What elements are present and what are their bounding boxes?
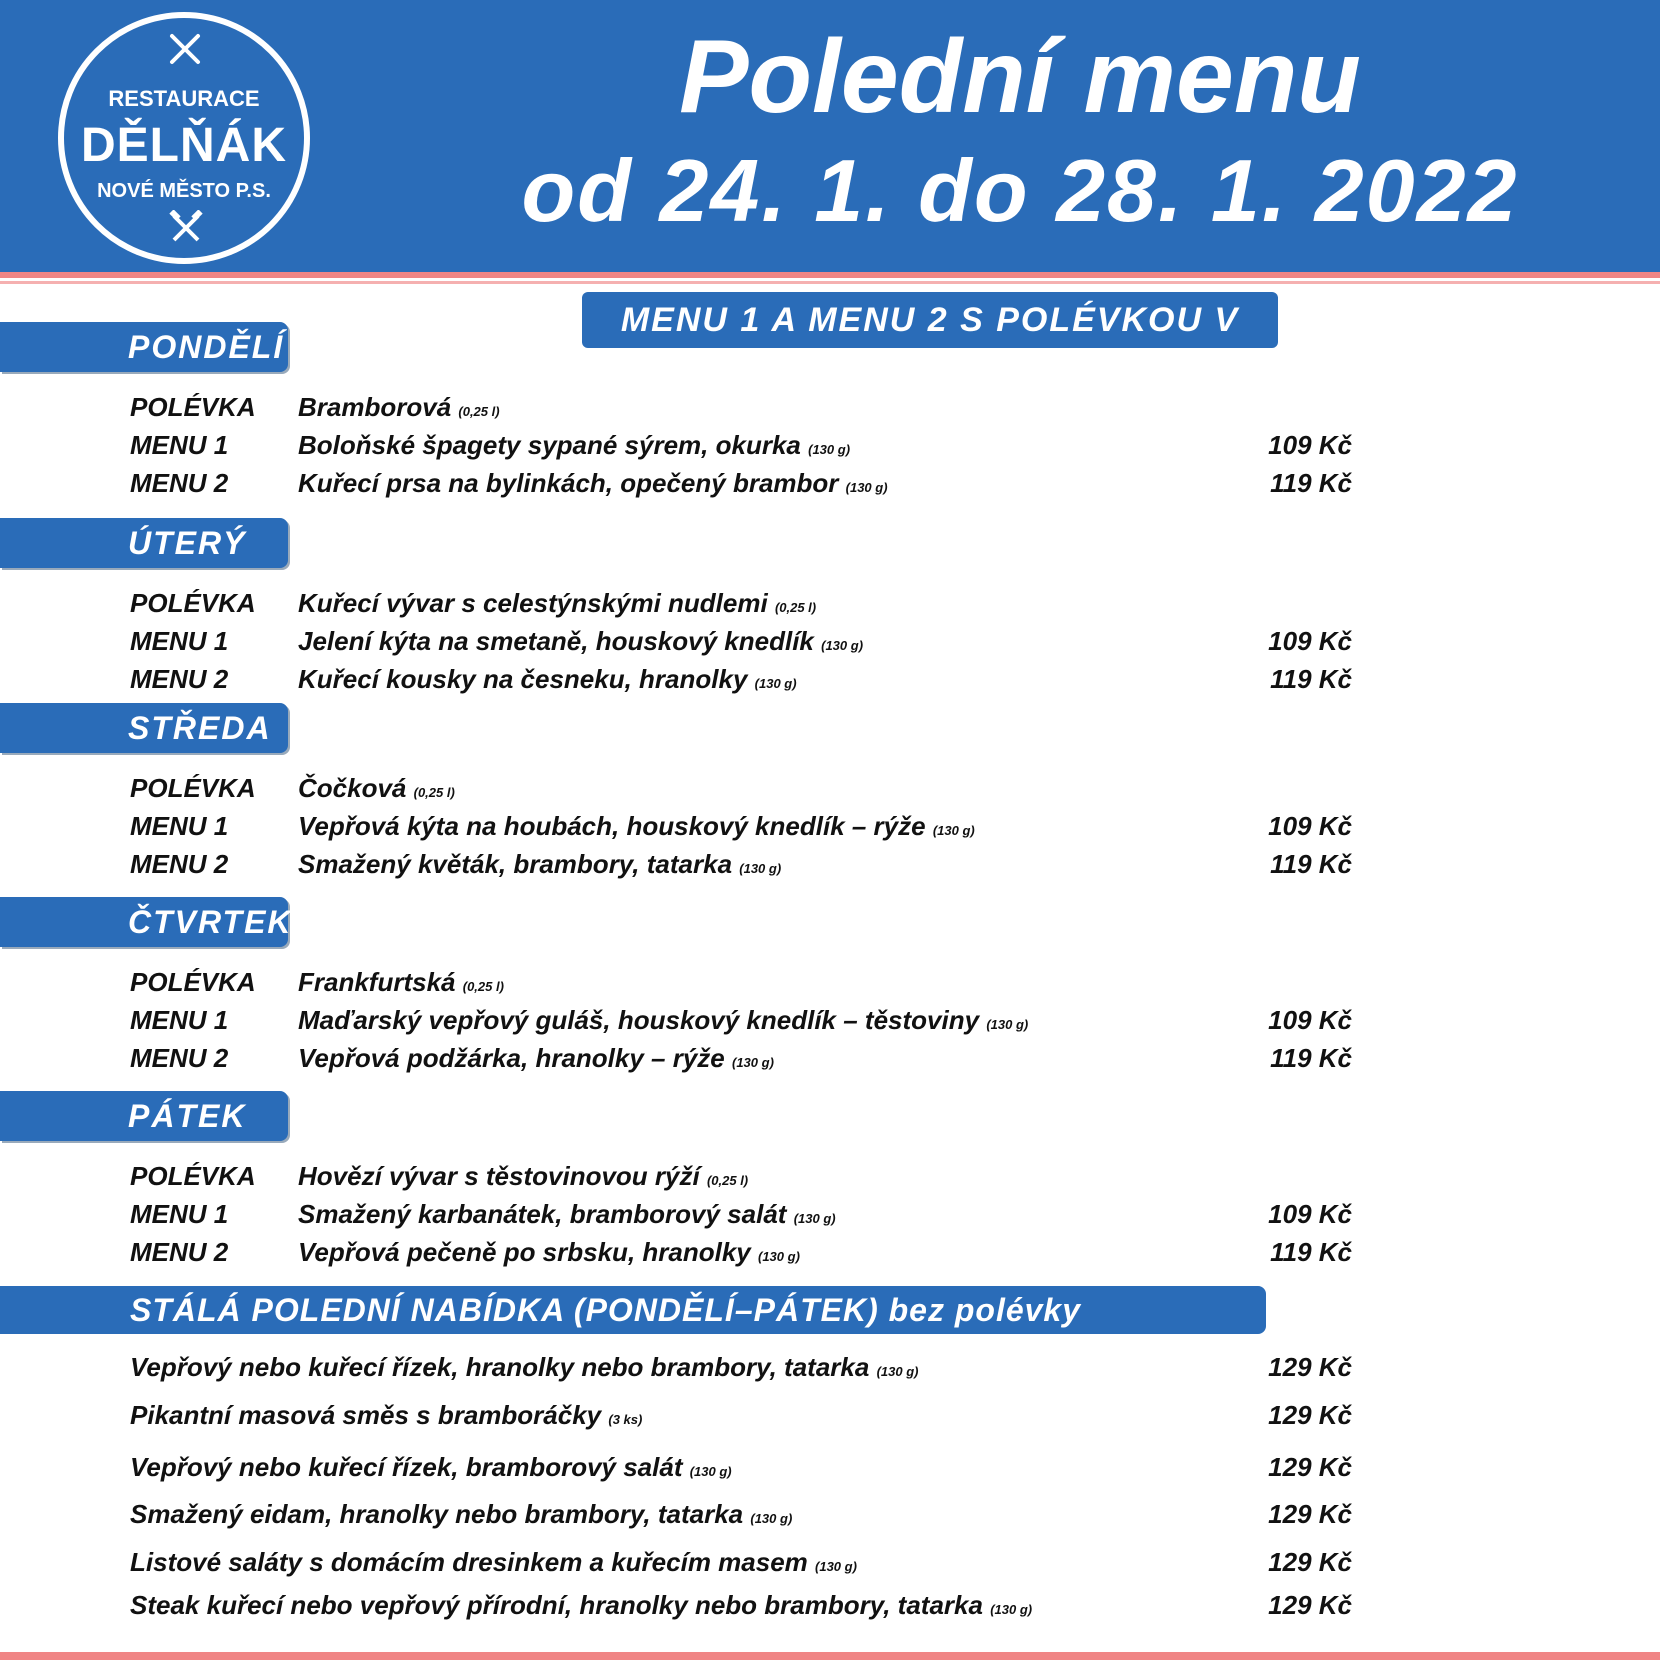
dish-quantity: (130 g) [821, 638, 864, 653]
standing-row [0, 1452, 1660, 1488]
header-divider [0, 272, 1660, 278]
dish-price: 129 Kč [1268, 1452, 1352, 1482]
menu-row [0, 967, 1660, 1003]
standing-row [0, 1499, 1660, 1535]
dish-quantity: (130 g) [876, 1364, 919, 1379]
menu-row [0, 849, 1660, 885]
dish-name [298, 849, 781, 880]
dish-quantity: (130 g) [739, 861, 782, 876]
menu-row [0, 1161, 1660, 1197]
menu-row [0, 430, 1660, 466]
header [0, 0, 1660, 272]
dish-name [298, 392, 500, 423]
logo-line-1: RESTAURACE [108, 86, 260, 111]
dish-text: Smažený květák, brambory, tatarka [298, 849, 733, 879]
menu-label: MENU 2 [130, 1237, 229, 1267]
dish-name [298, 468, 888, 499]
dish-text: Kuřecí kousky na česneku, hranolky [298, 664, 748, 694]
dish-quantity: (130 g) [808, 442, 851, 457]
header-divider-light [0, 281, 1660, 284]
standing-row [0, 1547, 1660, 1583]
dish-price: 119 Kč [1270, 468, 1352, 498]
soup-included-banner: MENU 1 A MENU 2 S POLÉVKOU V CENĚ [582, 292, 1278, 348]
menu-label: MENU 2 [130, 468, 229, 498]
day-header: PÁTEK [0, 1091, 288, 1141]
dish-name [298, 1043, 774, 1074]
dish-quantity: (130 g) [793, 1211, 836, 1226]
menu-label: POLÉVKA [130, 773, 256, 803]
dish-name [130, 1452, 732, 1483]
dish-name [298, 811, 975, 842]
standing-row [0, 1352, 1660, 1388]
standing-row [0, 1590, 1660, 1626]
dish-text: Hovězí vývar s těstovinovou rýží [298, 1161, 700, 1191]
dish-price: 119 Kč [1270, 849, 1352, 879]
dish-quantity: (130 g) [750, 1511, 793, 1526]
dish-quantity: (130 g) [845, 480, 888, 495]
dish-text: Kuřecí prsa na bylinkách, opečený brambor [298, 468, 839, 498]
dish-name [130, 1547, 857, 1578]
dish-text: Maďarský vepřový guláš, houskový knedlík – těstoviny [298, 1005, 980, 1035]
dish-name [130, 1352, 918, 1383]
dish-quantity: (0,25 l) [462, 979, 504, 994]
dish-name [298, 967, 504, 998]
dish-name [298, 773, 455, 804]
dish-quantity: (130 g) [990, 1602, 1033, 1617]
menu-row [0, 392, 1660, 428]
dish-quantity: (0,25 l) [774, 600, 817, 615]
dish-price: 109 Kč [1268, 430, 1352, 460]
menu-label: POLÉVKA [130, 1161, 256, 1191]
menu-label: MENU 2 [130, 664, 229, 694]
dish-text: Jelení kýta na smetaně, houskový knedlík [298, 626, 814, 656]
dish-quantity: (130 g) [758, 1249, 800, 1264]
dish-price: 129 Kč [1268, 1499, 1352, 1529]
dish-price: 109 Kč [1268, 1199, 1352, 1229]
day-header: STŘEDA [0, 703, 288, 753]
dish-text: Vepřový nebo kuřecí řízek, hranolky nebo brambory, tatarka [130, 1352, 870, 1382]
menu-label: MENU 1 [130, 1005, 229, 1035]
dish-name [130, 1590, 1032, 1621]
dish-quantity: (0,25 l) [413, 785, 455, 800]
dish-name [130, 1400, 642, 1431]
dish-text: Frankfurtská [298, 967, 456, 997]
dish-text: Boloňské špagety sypané sýrem, okurka [298, 430, 801, 460]
menu-label: MENU 1 [130, 626, 229, 656]
menu-label: POLÉVKA [130, 392, 256, 422]
dish-text: Vepřová kýta na houbách, houskový knedlík – rýže [298, 811, 926, 841]
dish-name [298, 1005, 1028, 1036]
dish-name [130, 1499, 792, 1530]
dish-name [298, 430, 850, 461]
dish-text: Pikantní masová směs s bramboráčky [130, 1400, 602, 1430]
dish-quantity: (130 g) [986, 1017, 1029, 1032]
dish-text: Čočková [298, 773, 407, 803]
dish-text: Smažený karbanátek, bramborový salát [298, 1199, 787, 1229]
dish-name [298, 1161, 748, 1192]
menu-row [0, 1043, 1660, 1079]
dish-name [298, 1237, 800, 1268]
date-range: od 24. 1. do 28. 1. 2022 [521, 141, 1519, 240]
dish-price: 129 Kč [1268, 1352, 1352, 1382]
menu-label: POLÉVKA [130, 967, 256, 997]
menu-row [0, 1199, 1660, 1235]
menu-label: MENU 2 [130, 849, 229, 879]
fork-knife-icon [168, 32, 202, 66]
dish-quantity: (130 g) [732, 1055, 774, 1070]
dish-name [298, 664, 797, 695]
dish-quantity: (0,25 l) [706, 1173, 749, 1188]
menu-row [0, 1237, 1660, 1273]
menu-label: MENU 1 [130, 811, 229, 841]
dish-text: Smažený eidam, hranolky nebo brambory, tatarka [130, 1499, 744, 1529]
menu-row [0, 588, 1660, 624]
dish-quantity: (3 ks) [608, 1412, 643, 1427]
restaurant-logo [58, 12, 310, 264]
dish-price: 109 Kč [1268, 811, 1352, 841]
day-header: ÚTERÝ [0, 518, 288, 568]
logo-line-3: NOVÉ MĚSTO P.S. [97, 180, 271, 202]
crossed-hammers-icon [168, 210, 204, 246]
dish-price: 129 Kč [1268, 1590, 1352, 1620]
dish-text: Kuřecí vývar s celestýnskými nudlemi [298, 588, 768, 618]
dish-price: 119 Kč [1270, 1237, 1352, 1267]
dish-text: Vepřový nebo kuřecí řízek, bramborový salát [130, 1452, 683, 1482]
dish-price: 129 Kč [1268, 1547, 1352, 1577]
dish-price: 119 Kč [1270, 1043, 1352, 1073]
dish-price: 119 Kč [1270, 664, 1352, 694]
dish-quantity: (130 g) [815, 1559, 857, 1574]
dish-price: 109 Kč [1268, 626, 1352, 656]
standing-row [0, 1400, 1660, 1436]
day-header: PONDĚLÍ [0, 322, 288, 372]
day-header: ČTVRTEK [0, 897, 288, 947]
menu-row [0, 811, 1660, 847]
dish-name [298, 626, 863, 657]
menu-row [0, 773, 1660, 809]
dish-text: Steak kuřecí nebo vepřový přírodní, hranolky nebo brambory, tatarka [130, 1590, 983, 1620]
footer-divider [0, 1652, 1660, 1660]
menu-label: MENU 2 [130, 1043, 229, 1073]
dish-name [298, 588, 816, 619]
dish-quantity: (130 g) [689, 1464, 732, 1479]
menu-row [0, 664, 1660, 700]
menu-row [0, 468, 1660, 504]
menu-label: MENU 1 [130, 1199, 229, 1229]
menu-label: MENU 1 [130, 430, 229, 460]
dish-text: Vepřová podžárka, hranolky – rýže [298, 1043, 725, 1073]
dish-text: Listové saláty s domácím dresinkem a kuřecím masem [130, 1547, 808, 1577]
menu-row [0, 1005, 1660, 1041]
dish-quantity: (0,25 l) [458, 404, 500, 419]
menu-row [0, 626, 1660, 662]
logo-line-2: DĚLŇÁK [81, 119, 287, 172]
standing-offer-header: STÁLÁ POLEDNÍ NABÍDKA (PONDĚLÍ–PÁTEK) bez polévky [0, 1286, 1266, 1334]
dish-price: 129 Kč [1268, 1400, 1352, 1430]
dish-quantity: (130 g) [754, 676, 797, 691]
dish-quantity: (130 g) [932, 823, 975, 838]
page-title: Polední menu [679, 19, 1361, 135]
dish-name [298, 1199, 836, 1230]
dish-text: Bramborová [298, 392, 452, 422]
dish-price: 109 Kč [1268, 1005, 1352, 1035]
dish-text: Vepřová pečeně po srbsku, hranolky [298, 1237, 751, 1267]
menu-label: POLÉVKA [130, 588, 256, 618]
